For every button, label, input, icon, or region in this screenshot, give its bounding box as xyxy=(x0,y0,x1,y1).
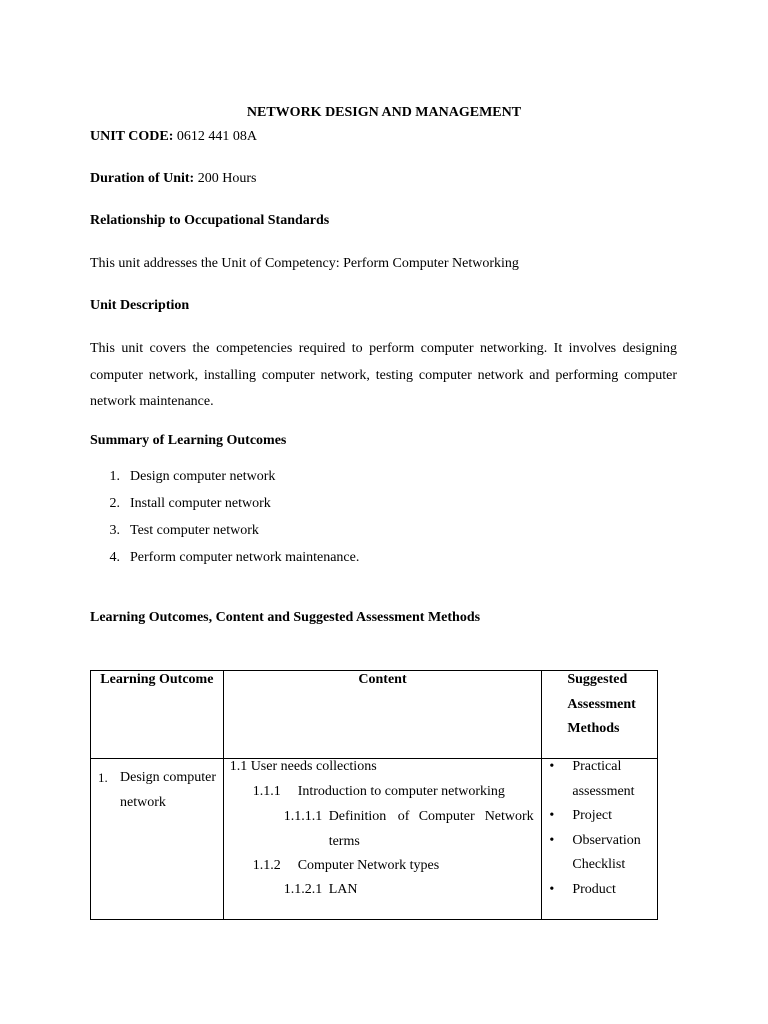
content-cell: 1.1 User needs collections 1.1.1 Introduction to computer networking 1.1.1.1 Definition of Computer Network terms 1.1.2 Computer Network types 1.1.2.1 LAN xyxy=(223,759,542,920)
header-learning-outcome: Learning Outcome xyxy=(91,671,224,759)
relationship-text: This unit addresses the Unit of Competency: Perform Computer Networking xyxy=(90,256,519,271)
unit-code-label: UNIT CODE: xyxy=(90,129,174,144)
duration-label: Duration of Unit: xyxy=(90,171,195,186)
document-title: NETWORK DESIGN AND MANAGEMENT xyxy=(246,105,522,120)
learning-outcomes-table xyxy=(90,670,658,920)
outcome-cell: 1. Design computer network xyxy=(91,759,224,920)
unit-code xyxy=(90,128,257,146)
description-text: This unit covers the competencies required to perform computer networking. It involves designing computer network, installing computer network, testing computer network and performing computer network maintenance. xyxy=(90,341,677,409)
table-row xyxy=(91,759,658,920)
summary-heading: Summary of Learning Outcomes xyxy=(90,433,287,448)
duration xyxy=(90,170,256,188)
bullet-icon: • xyxy=(549,833,555,848)
bullet-icon: • xyxy=(549,882,555,897)
unit-code-value: 0612 441 08A xyxy=(173,129,257,144)
bullet-icon: • xyxy=(549,759,555,774)
header-assessment: Suggested Assessment Methods xyxy=(542,671,658,759)
table-heading: Learning Outcomes, Content and Suggested Assessment Methods xyxy=(90,610,481,625)
relationship-heading: Relationship to Occupational Standards xyxy=(90,213,330,228)
duration-value: 200 Hours xyxy=(194,171,257,186)
assessment-cell: • Practical assessment • Project • Observation Checklist • Product xyxy=(542,759,658,920)
header-content: Content xyxy=(223,671,542,759)
bullet-icon: • xyxy=(549,808,555,823)
description-heading: Unit Description xyxy=(90,298,190,313)
